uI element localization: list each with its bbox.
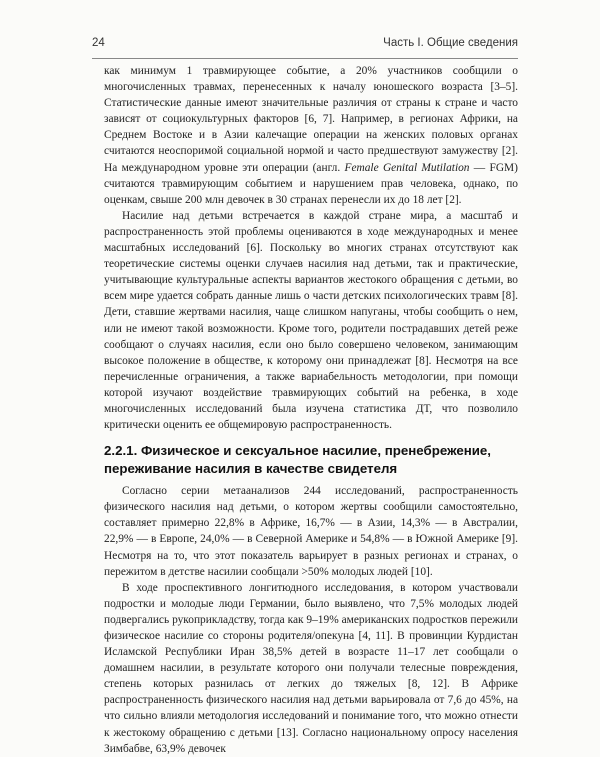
part-title: Часть I. Общие сведения <box>383 37 518 49</box>
body-text <box>104 63 518 757</box>
paragraph-continuation <box>104 63 518 208</box>
paragraph: Насилие над детьми встречается в каждой стране мира, а масштаб и распространенность этой проблемы оцениваются в ходе международных и менее масштабных исследований [6]. Поскольку во многих странах отсутствуют как теоретические системы оценки случаев насилия над детьми, так и практические, учитывающие культуральные аспекты вариантов жестокого обращения с детьми, во всем мире удается собрать данные лишь о части детских психологических травм [8]. Дети, ставшие жертвами насилия, чаще слишком напуганы, чтобы сообщить о нем, или не имеют такой возможности. Кроме того, родители пострадавших детей реже сообщают о случаях насилия, если оно было совершено человеком, занимающим высокое положение в обществе, к которому они принадлежат [8]. Несмотря на все перечисленные ограничения, а также вариабельность методологии, при помощи которой изучают воздействие травмирующих событий на ребенка, в ходе многочисленных исследований была изучена статистика ДТ, что позволило критически оценить ее общемировую распространенность. <box>104 209 518 432</box>
paragraph: Согласно серии метаанализов 244 исследований, распространенность физического насилия над детьми, о котором жертвы сообщили самостоятельно, составляет примерно 22,8% в Африке, 16,7% — в Азии, 14,3% — в Австралии, 22,9% — в Европе, 24,0% — в Северной Америке и 54,8% — в Южной Америке [9]. Несмотря на то, что этот показатель варьирует в разных регионах и странах, о пережитом в детстве насилии сообщали >50% молодых людей [10]. <box>104 485 518 578</box>
running-header <box>92 37 518 55</box>
english-term: Female Genital Mutilation <box>344 161 470 174</box>
page-number: 24 <box>92 37 105 49</box>
section-heading: 2.2.1. Физическое и сексуальное насилие, пренебрежение, переживание насилия в качестве свидетеля <box>104 443 492 477</box>
paragraph-text: — FGM) считаются травмирующим событием и нарушением прав человека, однако, по оценкам, свыше 200 млн девочек в 30 странах перенесли их до 18 лет [2]. <box>104 161 518 206</box>
header-rule <box>92 58 518 59</box>
paragraph: В ходе проспективного лонгитюдного исследования, в котором участвовали подростки и молодые люди Германии, было выявлено, что 7,5% молодых людей подвергались рукоприкладству, тогда как 9–19% американских подростков пережили физическое насилие со стороны родителя/опекуна [4, 11]. В провинции Курдистан Исламской Республики Иран 38,5% детей в возрасте 11–17 лет сообщали о домашнем насилии, в результате которого они получали телесные повреждения, степень которых разнилась от легких до тяжелых [8, 12]. В Африке распространенность физического насилия над детьми варьировала от 7,6 до 45%, на что сильно влияли методология исследований и понимание того, что можно отнести к жестокому обращению с детьми [13]. Согласно национальному опросу населения Зимбабве, 63,9% девочек <box>104 581 518 755</box>
paragraph-text: как минимум 1 травмирующее событие, а 20% участников сообщили о многочисленных травмах, перенесенных к началу юношеского возраста [3–5]. Статистические данные имеют значительные различия от страны к стране и часто зависят от социокультурных факторов [6, 7]. Например, в регионах Африки, на Среднем Востоке и в Азии калечащие операции на женских половых органах считаются неоспоримой социальной нормой и часто предшествуют замужеству [2]. На международном уровне эти операции (англ. <box>104 65 518 174</box>
